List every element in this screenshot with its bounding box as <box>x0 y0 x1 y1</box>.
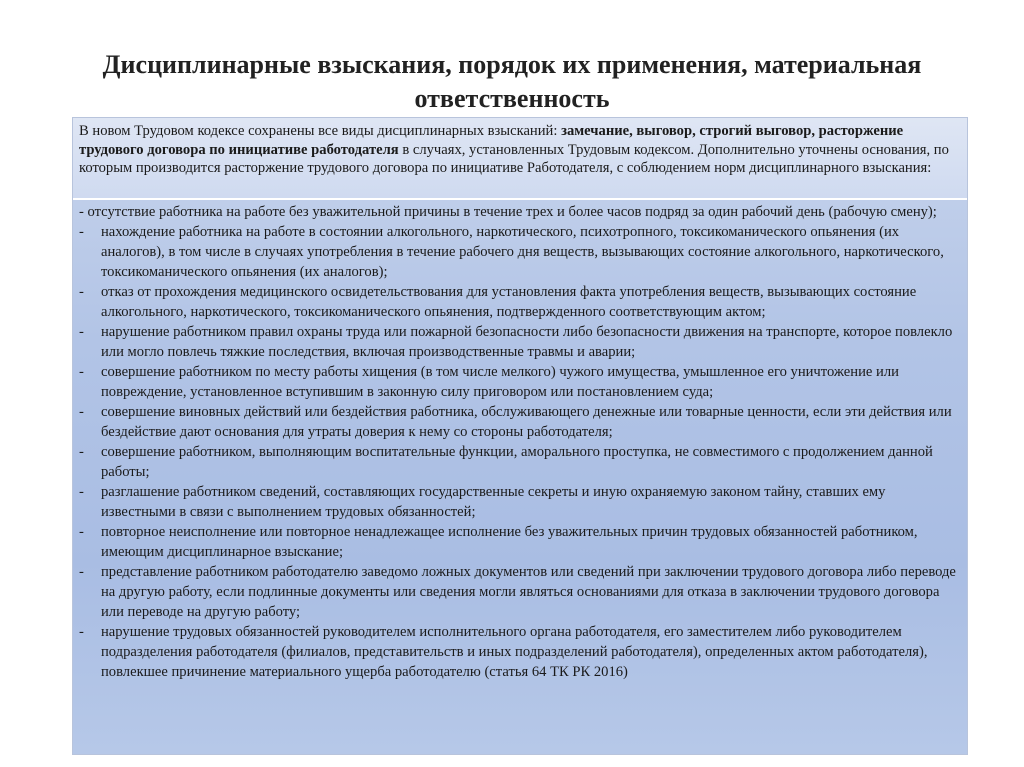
list-item: - нарушение работником правил охраны труда или пожарной безопасности либо безопасности движения на транспорте, которое повлекло или могло повлечь тяжкие последствия, включая производственные травмы и аварии; <box>79 322 961 362</box>
list-item: - нахождение работника на работе в состоянии алкогольного, наркотического, психотропного, токсикоманического опьянения (их аналогов), в том числе в случаях употребления в течение рабочего дня веществ, вызывающих состояние алкогольного, наркотического, токсикоманического опьянения (их аналогов); <box>79 222 961 282</box>
slide-title: Дисциплинарные взыскания, порядок их применения, материальная ответственность <box>102 50 922 113</box>
content-table <box>72 117 968 755</box>
list-item: - совершение работником, выполняющим воспитательные функции, аморального проступка, не совместимого с продолжением данной работы; <box>79 442 961 482</box>
intro-cell <box>73 118 967 200</box>
list-item: - нарушение трудовых обязанностей руководителем исполнительного органа работодателя, его заместителем либо руководителем подразделения работодателя (филиалов, представительств и иных подразделений работодателя), определенных актом работодателя), повлекшее причинение материального ущерба работодателю (статья 64 ТК РК 2016) <box>79 622 961 682</box>
intro-text-continued: в случаях, установленных Трудовым кодексом. Дополнительно уточнены основания, по которым производится расторжение трудового договора по инициативе Работодателя, с соблюдением норм дисциплинарного взыскания: <box>79 141 949 176</box>
list-item: - повторное неисполнение или повторное ненадлежащее исполнение без уважительных причин трудовых обязанностей работником, имеющим дисциплинарное взыскание; <box>79 522 961 562</box>
list-item: - отказ от прохождения медицинского освидетельствования для установления факта употребления веществ, вызывающих состояние алкогольного, наркотического, токсикоманического опьянения, подтвержденного соответствующим актом; <box>79 282 961 322</box>
list-item: - представление работником работодателю заведомо ложных документов или сведений при заключении трудового договора либо переводе на другую работу, если подлинные документы или сведения могли являться основаниями для отказа в заключении трудового договора или переводе на другую работу; <box>79 562 961 622</box>
list-item: - отсутствие работника на работе без уважительной причины в течение трех и более часов подряд за один рабочий день (рабочую смену); <box>79 204 937 220</box>
intro-text: В новом Трудовом кодексе сохранены все виды дисциплинарных взысканий: <box>79 123 562 139</box>
intro-bold-penalties: замечание, выговор, строгий выговор, расторжение трудового договора по инициативе работодателя <box>79 123 904 158</box>
grounds-list <box>79 222 961 682</box>
list-item: - совершение виновных действий или бездействия работника, обслуживающего денежные или товарные ценности, если эти действия или бездействие дают основания для утраты доверия к нему со стороны работодателя; <box>79 402 961 442</box>
list-item: - разглашение работником сведений, составляющих государственные секреты и иную охраняемую законом тайну, ставших ему известными в связи с выполнением трудовых обязанностей; <box>79 482 961 522</box>
grounds-list-cell <box>73 202 967 682</box>
list-item: - совершение работником по месту работы хищения (в том числе мелкого) чужого имущества, умышленное его уничтожение или повреждение, установленное вступившим в законную силу приговором или постановлением суда; <box>79 362 961 402</box>
